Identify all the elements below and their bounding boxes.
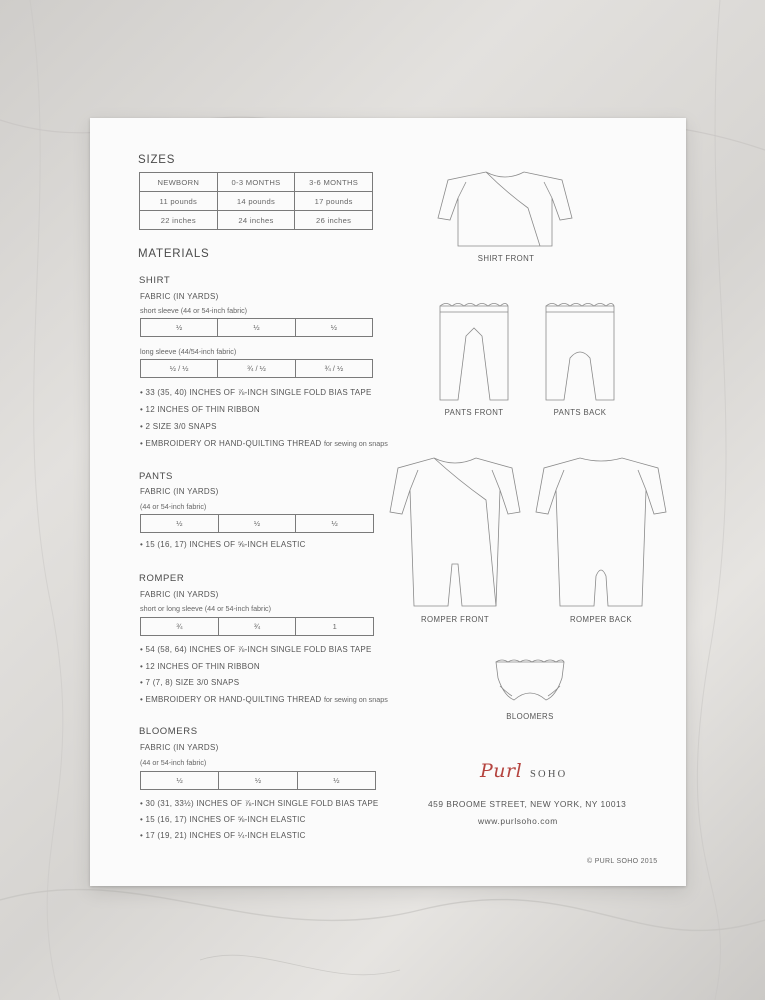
bloomers-item: • 30 (31, 33½) INCHES OF ⅞-INCH SINGLE FOLD BIAS TAPE <box>140 799 379 808</box>
soho-logo-word: SOHO <box>530 769 568 780</box>
bloomers-item: • 17 (19, 21) INCHES OF ¼-INCH ELASTIC <box>140 831 306 840</box>
fabric-cell: ¾ <box>141 618 219 636</box>
pants-table <box>140 514 374 533</box>
romper-item: • 7 (7, 8) SIZE 3/0 SNAPS <box>140 678 240 687</box>
romper-item: • 54 (58, 64) INCHES OF ⅞-INCH SINGLE FOLD BIAS TAPE <box>140 645 372 654</box>
romper-back-caption: ROMPER BACK <box>569 615 633 624</box>
size-cell: 14 pounds <box>217 192 295 211</box>
materials-heading: MATERIALS <box>138 248 210 260</box>
size-cell: 17 pounds <box>295 192 373 211</box>
shirt-long-note: long sleeve (44/54-inch fabric) <box>140 347 237 356</box>
fabric-cell: ½ <box>141 772 219 790</box>
romper-front-caption: ROMPER FRONT <box>420 615 490 624</box>
shirt-item: • 33 (35, 40) INCHES OF ⅞-INCH SINGLE FOLD BIAS TAPE <box>140 388 372 397</box>
fabric-cell: ½ <box>141 515 219 533</box>
size-cell: 22 inches <box>140 211 218 230</box>
bloomers-note: (44 or 54-inch fabric) <box>140 758 207 767</box>
shirt-short-note: short sleeve (44 or 54-inch fabric) <box>140 306 248 315</box>
fabric-cell: ¾ / ½ <box>218 360 295 378</box>
romper-item: • EMBROIDERY OR HAND-QUILTING THREAD for sewing on snaps <box>140 695 388 704</box>
fabric-cell: ¾ / ½ <box>295 360 372 378</box>
pattern-sheet <box>90 118 686 886</box>
sizes-heading: SIZES <box>138 154 176 166</box>
fabric-cell: ½ <box>297 772 375 790</box>
shirt-front-sketch <box>436 168 576 252</box>
pants-fabric-label: FABRIC (IN YARDS) <box>140 487 219 496</box>
romper-heading: ROMPER <box>139 573 185 584</box>
bloomers-sketch <box>490 656 570 706</box>
pants-note: (44 or 54-inch fabric) <box>140 502 207 511</box>
shirt-item: • EMBROIDERY OR HAND-QUILTING THREAD for sewing on snaps <box>140 439 388 448</box>
sizes-table <box>139 172 373 230</box>
shirt-item: • 12 INCHES OF THIN RIBBON <box>140 405 260 414</box>
fabric-cell: ½ <box>296 515 374 533</box>
fabric-cell: ½ <box>218 319 295 337</box>
romper-front-sketch <box>388 454 522 610</box>
pants-front-sketch <box>436 300 512 404</box>
pants-item: • 15 (16, 17) INCHES OF ⅝-INCH ELASTIC <box>140 540 306 549</box>
shirt-long-table <box>140 359 373 378</box>
size-cell: 26 inches <box>295 211 373 230</box>
fabric-cell: 1 <box>296 618 374 636</box>
pants-heading: PANTS <box>139 471 173 482</box>
website-link[interactable]: www.purlsoho.com <box>478 816 558 826</box>
shirt-item: • 2 SIZE 3/0 SNAPS <box>140 422 217 431</box>
romper-item: • 12 INCHES OF THIN RIBBON <box>140 662 260 671</box>
copyright: © PURL SOHO 2015 <box>587 858 658 865</box>
fabric-cell: ½ <box>218 515 296 533</box>
fabric-cell: ½ / ½ <box>141 360 218 378</box>
romper-table <box>140 617 374 636</box>
shirt-heading: SHIRT <box>139 275 171 286</box>
romper-note: short or long sleeve (44 or 54-inch fabric) <box>140 604 272 613</box>
bloomers-fabric-label: FABRIC (IN YARDS) <box>140 743 219 752</box>
romper-fabric-label: FABRIC (IN YARDS) <box>140 590 219 599</box>
store-address: 459 BROOME STREET, NEW YORK, NY 10013 <box>428 799 627 809</box>
fabric-cell: ¾ <box>218 618 296 636</box>
romper-back-sketch <box>534 454 668 610</box>
shirt-fabric-label: FABRIC (IN YARDS) <box>140 292 219 301</box>
pants-back-sketch <box>542 300 618 404</box>
fabric-cell: ½ <box>295 319 372 337</box>
size-cell: 3-6 MONTHS <box>295 173 373 192</box>
bloomers-heading: BLOOMERS <box>139 726 198 737</box>
shirt-front-caption: SHIRT FRONT <box>477 254 535 263</box>
size-cell: NEWBORN <box>140 173 218 192</box>
pants-back-caption: PANTS BACK <box>553 408 607 417</box>
bloomers-item: • 15 (16, 17) INCHES OF ⅝-INCH ELASTIC <box>140 815 306 824</box>
bloomers-caption: BLOOMERS <box>506 712 554 721</box>
fabric-cell: ½ <box>219 772 297 790</box>
pants-front-caption: PANTS FRONT <box>444 408 504 417</box>
shirt-short-table <box>140 318 373 337</box>
purl-logo: Purl <box>480 760 523 782</box>
size-cell: 11 pounds <box>140 192 218 211</box>
bloomers-table <box>140 771 376 790</box>
size-cell: 0-3 MONTHS <box>217 173 295 192</box>
size-cell: 24 inches <box>217 211 295 230</box>
fabric-cell: ½ <box>141 319 218 337</box>
